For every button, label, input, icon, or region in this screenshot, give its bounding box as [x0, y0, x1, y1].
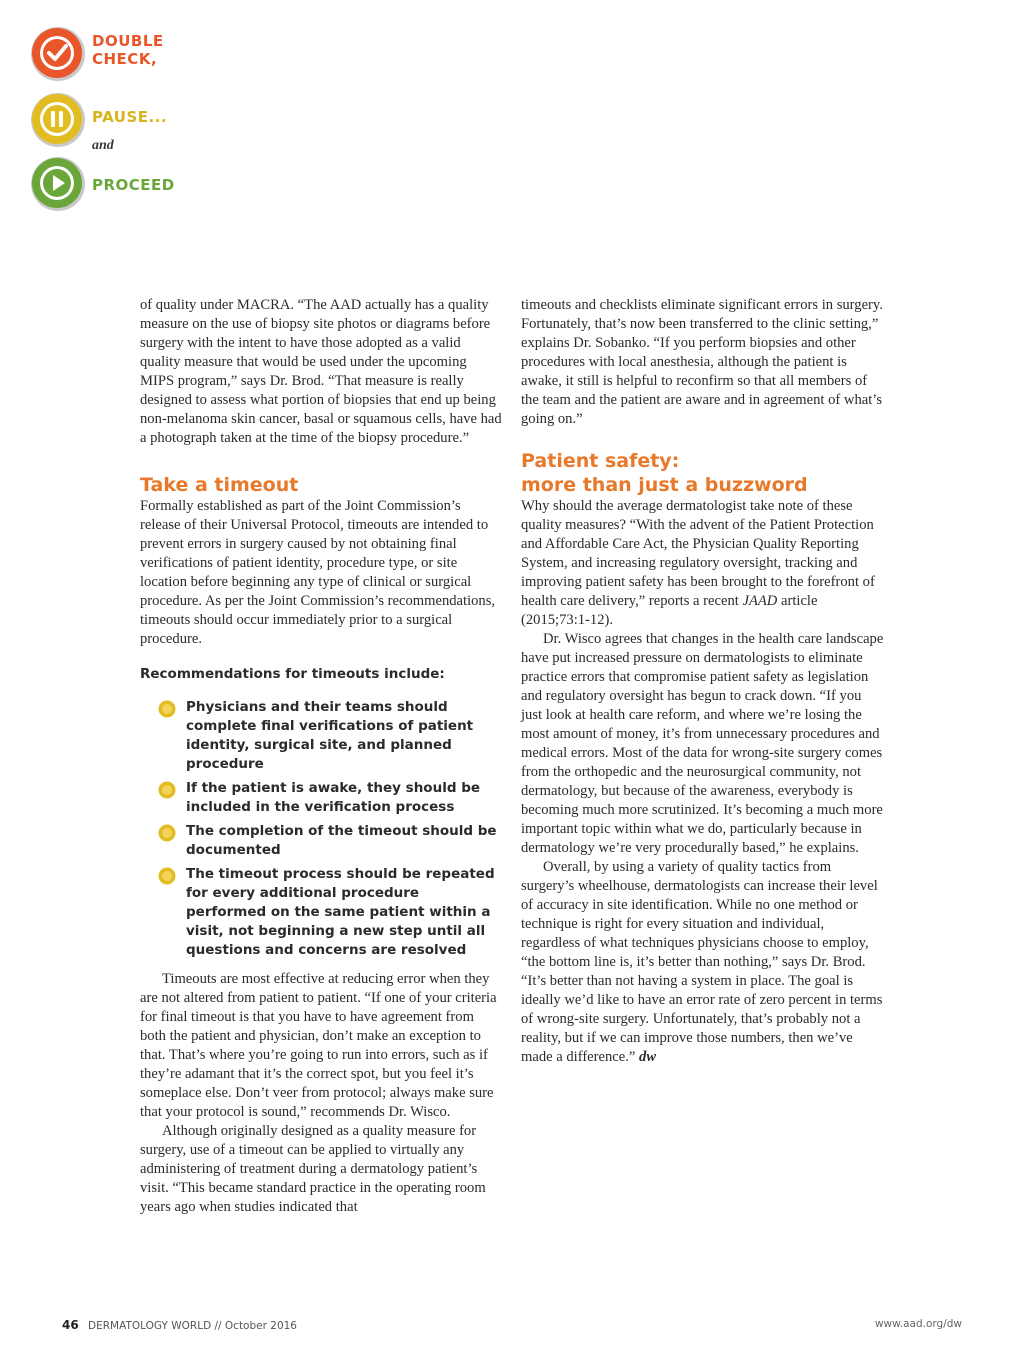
journal-name: JAAD — [742, 593, 778, 609]
list-item: Physicians and their teams should complete final verifications of patient identity, surgical site, and planned procedure — [140, 698, 503, 774]
body-paragraph: of quality under MACRA. “The AAD actually has a quality measure on the use of biopsy site photos or diagrams before surgery with the intent to have those adopted as a valid quality measure that would be used under the upcoming MIPS program,” says Dr. Brod. “That measure is really designed to assess what portion of biopsies that end up being non-melanoma skin cancer, basal or squamous cells, have had a photograph taken at the time of the biopsy procedure.” — [140, 297, 502, 446]
recommendations-heading: Recommendations for timeouts include: — [140, 666, 445, 682]
bullet-icon — [158, 700, 176, 718]
body-paragraph: timeouts and checklists eliminate significant errors in surgery. Fortunately, that’s now been transferred to the clinic setting,” explains Dr. Sobanko. “If you perform biopsies and other procedures with local anesthesia, although the patient is awake, it still is helpful to reconfirm so that all members of the team and the patient are aware and in agreement of what’s going on.” — [521, 297, 883, 427]
body-paragraph: Overall, by using a variety of quality tactics from surgery’s wheelhouse, dermatologists can increase their level of accuracy in site identification. While no one method or technique is right for every situation and individual, regardless of what techniques physicians choose to employ, “the bottom line is, it’s better than nothing,” says Dr. Brod. “It’s better than not having a system in place. The goal is ideally we’d like to have an error rate of zero percent in terms of wrong-site surgery. Unfortunately, that’s probably not a reality, but if we can improve those numbers, then we’ve made a difference.” dw — [521, 859, 883, 1065]
list-item: The timeout process should be repeated for every additional procedure performed on the same patient within a visit, not beginning a new step until all questions and concerns are resolved — [140, 865, 503, 960]
bullet-icon — [158, 867, 176, 885]
body-paragraph: Timeouts are most effective at reducing error when they are not altered from patient to patient. “If one of your criteria for final timeout is that you have to have agreement from both the patient and physician, don’t make an exception to that. That’s where you’re going to run into errors, such as if they’re adamant that it’s the correct spot, but you feel it’s someplace else. Don’t veer from protocol; always make sure that your protocol is sound,” recommends Dr. Wisco. — [140, 971, 497, 1120]
bullet-icon — [158, 781, 176, 799]
pause-badge — [30, 92, 86, 148]
recommendations-list — [140, 698, 503, 960]
list-item: If the patient is awake, they should be included in the verification process — [140, 779, 503, 817]
double-check-label: DOUBLE CHECK, — [92, 32, 164, 68]
play-icon — [30, 156, 86, 212]
right-column — [521, 296, 886, 1067]
footer-url: www.aad.org/dw — [874, 1318, 962, 1330]
end-signature: dw — [639, 1049, 657, 1065]
checkmark-icon — [30, 26, 86, 82]
header-logo-block — [30, 26, 230, 216]
list-item: The completion of the timeout should be documented — [140, 822, 503, 860]
page-footer — [62, 1318, 962, 1332]
and-connector: and — [92, 138, 114, 153]
proceed-label: PROCEED — [92, 176, 175, 194]
checkmark-badge — [30, 26, 86, 82]
body-paragraph: Although originally designed as a quality measure for surgery, use of a timeout can be applied to virtually any administering of treatment during a dermatology patient’s visit. “This became standard practice in the operating room years ago when studies indicated that — [140, 1123, 486, 1215]
body-paragraph: Formally established as part of the Joint Commission’s release of their Universal Protocol, timeouts are intended to prevent errors in surgery caused by not obtaining final verifications of patient identity, procedure type, or site location before beginning any type of clinical or surgical procedure. As per the Joint Commission’s recommendations, timeouts should occur immediately prior to a surgical procedure. — [140, 498, 496, 647]
pause-label: PAUSE... — [92, 108, 168, 126]
bullet-icon — [158, 824, 176, 842]
section-heading-patient-safety: Patient safety: more than just a buzzword — [521, 450, 808, 496]
pause-icon — [30, 92, 86, 148]
section-heading-take-a-timeout: Take a timeout — [140, 474, 299, 496]
body-paragraph: Dr. Wisco agrees that changes in the health care landscape have put increased pressure on dermatologists to eliminate practice errors that compromise patient safety as legislation and regulatory oversight has begun to crack down. “If you just look at health care reform, and where we’re losing the most amount of money, it’s from unnecessary procedures and medical errors. Most of the data for wrong-site surgery comes from the orthopedic and the neurosurgical community, not dermatology, but because of the awareness, everybody is becoming much more scrutinized. It’s becoming a much more important topic within what we do, particularly because in dermatology we’re very procedurally based,” he explains. — [521, 631, 884, 856]
left-column — [140, 296, 503, 1217]
publication-line: DERMATOLOGY WORLD // October 2016 — [88, 1320, 297, 1332]
proceed-badge — [30, 156, 86, 212]
body-paragraph: Why should the average dermatologist take note of these quality measures? “With the advent of the Patient Protection and Affordable Care Act, the Physician Quality Reporting System, and increasing regulatory oversight, tracking and improving patient safety has been brought to the forefront of health care delivery,” reports a recent JAAD article (2015;73:1-12). — [521, 498, 875, 628]
page-number: 46 — [62, 1318, 79, 1332]
